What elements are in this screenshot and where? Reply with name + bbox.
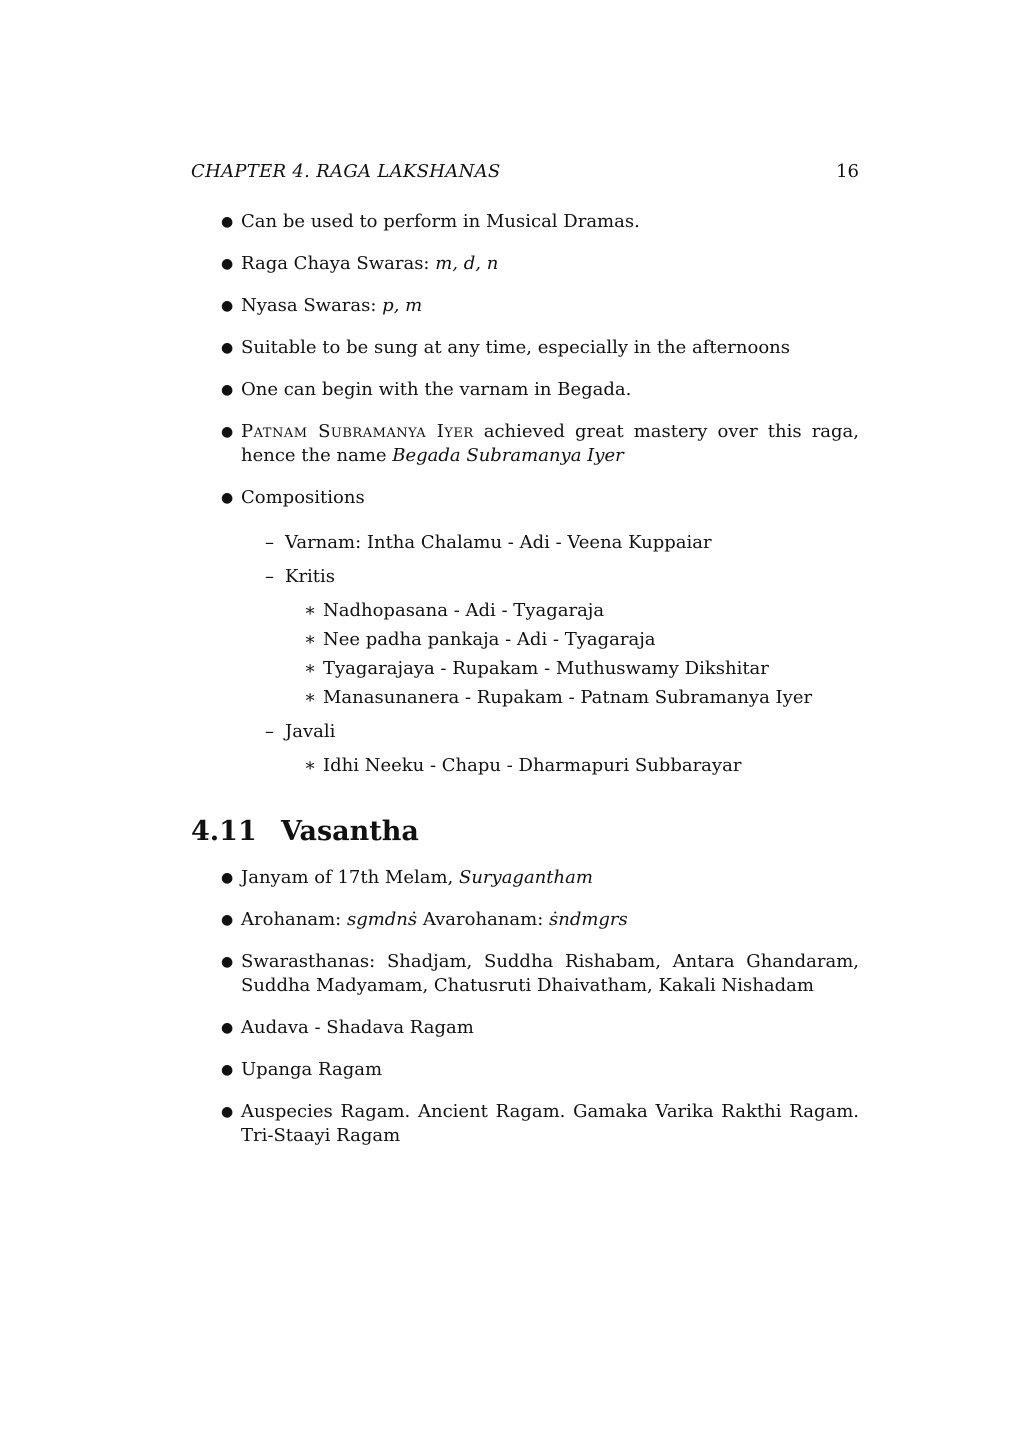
list-item [191,950,859,998]
asterisk-icon: ∗ [304,755,317,776]
kritis-label: Kritis [285,566,336,587]
bullet-icon: ● [221,214,234,230]
javali-label: Javali [285,721,336,742]
list-item-text: Suitable to be sung at any time, especially in the afternoons [241,337,790,358]
begada-list [191,210,859,778]
list-item [191,378,859,402]
list-item [191,565,859,710]
bullet-icon: ● [221,490,234,506]
list-item [191,531,859,555]
kriti-entry: Nadhopasana - Adi - Tyagaraja [323,600,605,621]
section-number: 4.11 [191,816,257,847]
kriti-entry: Tyagarajaya - Rupakam - Muthuswamy Dikshitar [323,658,769,679]
list-item [191,252,859,276]
list-item-label: Nyasa Swaras: [241,295,383,316]
section-heading [191,816,859,847]
asterisk-icon: ∗ [304,629,317,650]
swara-notation: m, d, n [435,253,499,274]
list-item-text: Audava - Shadava Ragam [241,1017,474,1038]
composer-title: Begada Subramanya Iyer [392,445,624,466]
list-item [191,1016,859,1040]
list-item-text: One can begin with the varnam in Begada. [241,379,632,400]
swara-notation: p, m [382,295,423,316]
running-header [191,161,859,182]
javali-entry: Idhi Neeku - Chapu - Dharmapuri Subbarayar [323,755,742,776]
section-title: Vasantha [281,816,419,847]
bullet-icon: ● [221,340,234,356]
composer-name: Patnam Subramanya Iyer [241,421,474,442]
asterisk-icon: ∗ [304,687,317,708]
kriti-entry: Manasunanera - Rupakam - Patnam Subramanya Iyer [323,687,813,708]
list-item-text: Can be used to perform in Musical Dramas. [241,211,640,232]
asterisk-icon: ∗ [304,600,317,621]
avarohanam-label: Avarohanam: [417,909,549,930]
bullet-icon: ● [221,870,234,886]
list-item-text: achieved great mastery over this raga, hence the name [241,421,859,466]
list-item [191,754,859,778]
list-item [191,210,859,234]
bullet-icon: ● [221,256,234,272]
bullet-icon: ● [221,1104,234,1120]
varnam-entry: Varnam: Intha Chalamu - Adi - Veena Kuppaiar [285,532,712,553]
compositions-list [241,531,859,778]
compositions-label: Compositions [241,487,365,508]
arohanam-label: Arohanam: [241,909,347,930]
list-item [191,657,859,681]
kriti-entry: Nee padha pankaja - Adi - Tyagaraja [323,629,656,650]
javali-list [285,754,859,778]
avarohanam-notation: ṡndmgrs [548,909,628,930]
bullet-icon: ● [221,1062,234,1078]
bullet-icon: ● [221,912,234,928]
bullet-icon: ● [221,382,234,398]
list-item-text: Auspecies Ragam. Ancient Ragam. Gamaka Varika Rakthi Ragam. Tri-Staayi Ragam [241,1101,859,1146]
vasantha-list [191,866,859,1148]
dash-icon: – [265,532,274,553]
bullet-icon: ● [221,424,234,440]
kritis-list [285,599,859,710]
list-item-label: Janyam of 17th Melam, [241,867,459,888]
arohanam-notation: sgmdnṡ [346,909,418,930]
bullet-icon: ● [221,1020,234,1036]
dash-icon: – [265,721,274,742]
list-item-text: Upanga Ragam [241,1059,383,1080]
list-item [191,866,859,890]
list-item [191,1058,859,1082]
list-item [191,908,859,932]
list-item [191,1100,859,1148]
page-body [191,210,859,1166]
chapter-title: CHAPTER 4. RAGA LAKSHANAS [191,161,501,182]
list-item [191,628,859,652]
bullet-icon: ● [221,298,234,314]
list-item [191,336,859,360]
list-item [191,420,859,468]
mela-name: Suryagantham [459,867,593,888]
bullet-icon: ● [221,954,234,970]
asterisk-icon: ∗ [304,658,317,679]
list-item-text: Swarasthanas: Shadjam, Suddha Rishabam, Antara Ghandaram, Suddha Madyamam, Chatusruti Dhaivatham, Kakali Nishadam [241,951,859,996]
list-item [191,486,859,778]
list-item-label: Raga Chaya Swaras: [241,253,436,274]
list-item [191,294,859,318]
list-item [191,686,859,710]
list-item [191,599,859,623]
list-item [191,720,859,778]
dash-icon: – [265,566,274,587]
page-number: 16 [836,161,859,182]
